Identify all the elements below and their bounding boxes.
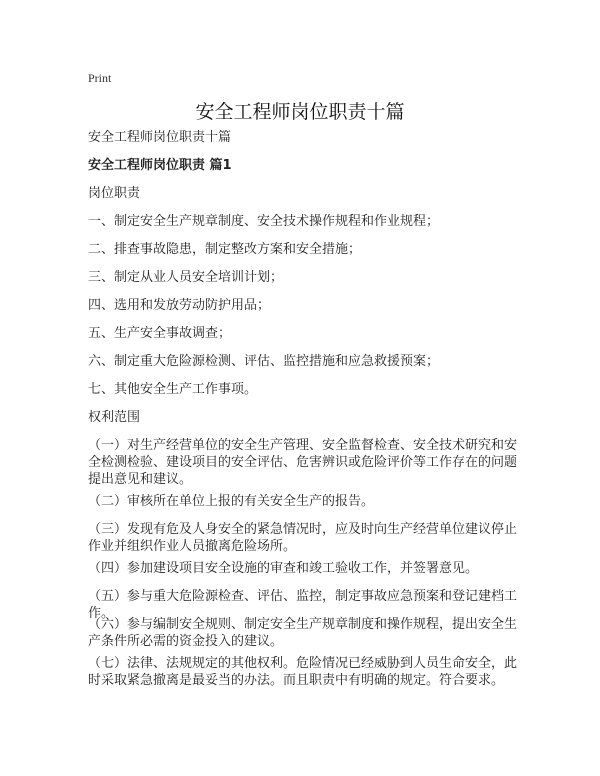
rights-item: （二）审核所在单位上报的有关安全生产的报告。 bbox=[88, 494, 375, 509]
duty-item: 六、制定重大危险源检测、评估、监控措施和应急救援预案； bbox=[88, 354, 440, 369]
duty-item: 二、排查事故隐患，制定整改方案和安全措施； bbox=[88, 242, 362, 257]
duty-item: 四、选用和发放劳动防护用品； bbox=[88, 298, 271, 313]
duty-item: 五、生产安全事故调查； bbox=[88, 326, 232, 341]
duty-item: 七、其他安全生产工作事项。 bbox=[88, 382, 258, 397]
rights-item: （五）参与重大危险源检查、评估、监控，制定事故应急预案和登记建档工作。 bbox=[88, 589, 518, 621]
duty-item: 三、制定从业人员安全培训计划； bbox=[88, 270, 284, 285]
rights-item: （三）发现有危及人身安全的紧急情况时，应及时向生产经营单位建议停止作业并组织作业人员撤离危险场所。 bbox=[88, 522, 518, 554]
duties-heading: 岗位职责 bbox=[88, 186, 141, 201]
rights-heading: 权利范围 bbox=[88, 410, 141, 425]
document-title: 安全工程师岗位职责十篇 bbox=[195, 101, 405, 123]
rights-item: （六）参与编制安全规则、制定安全生产规章制度和操作规程，提出安全生产条件所必需的资金投入的建议。 bbox=[88, 617, 518, 649]
document-subtitle: 安全工程师岗位职责十篇 bbox=[88, 130, 232, 145]
print-label: Print bbox=[88, 71, 112, 85]
rights-item: （一）对生产经营单位的安全生产管理、安全监督检查、安全技术研究和安全检测检验、建设项目的安全评估、危害辨识或危险评价等工作存在的问题提出意见和建议。 bbox=[88, 438, 518, 487]
section-heading: 安全工程师岗位职责 篇1 bbox=[88, 158, 232, 173]
duty-item: 一、制定安全生产规章制度、安全技术操作规程和作业规程； bbox=[88, 214, 440, 229]
rights-item: （四）参加建设项目安全设施的审查和竣工验收工作，并签署意见。 bbox=[88, 561, 479, 576]
rights-item: （七）法律、法规规定的其他权利。危险情况已经威胁到人员生命安全，此时采取紧急撤离是最妥当的办法。而且职责中有明确的规定。符合要求。 bbox=[88, 656, 518, 688]
